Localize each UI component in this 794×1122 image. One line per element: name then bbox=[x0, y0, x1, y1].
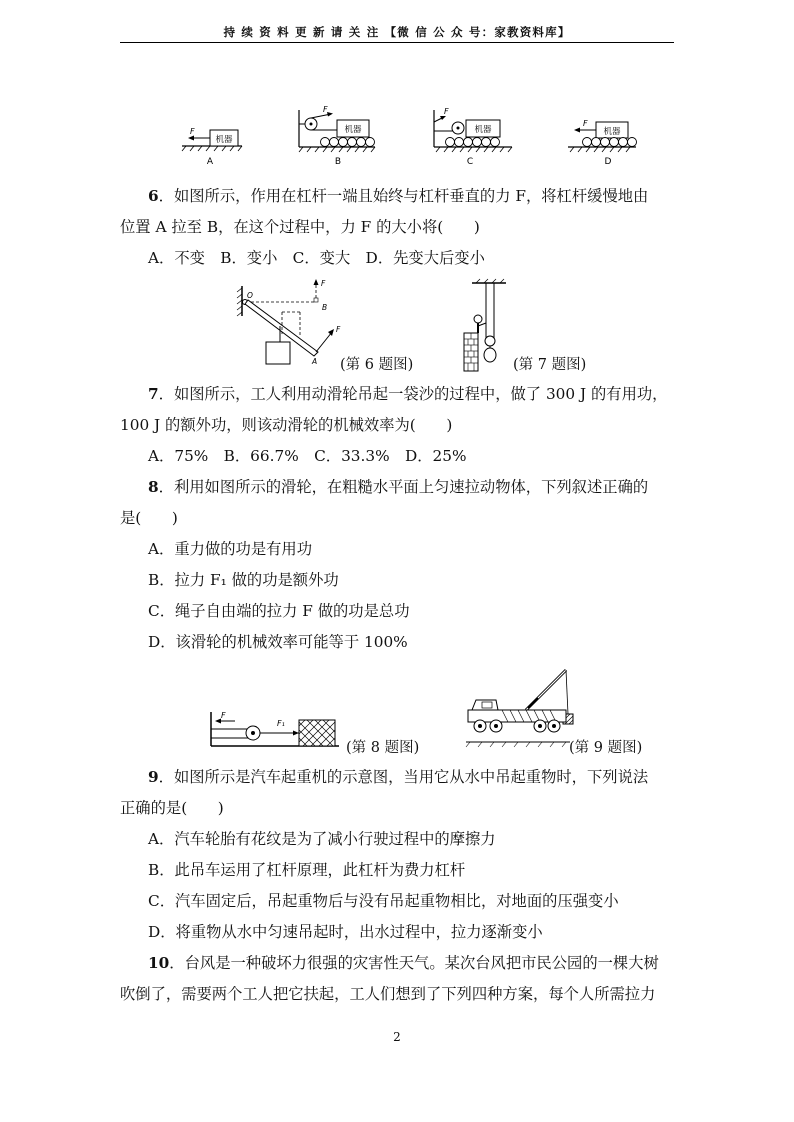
figure-q6-lever bbox=[236, 278, 346, 370]
label-f-side: F bbox=[336, 325, 341, 334]
q8-option-c: C．绳子自由端的拉力 F 做的功是总功 bbox=[148, 602, 410, 620]
q7-options: A．75% B．66.7% C．33.3% D．25% bbox=[148, 447, 467, 465]
machine-label: 机器 bbox=[474, 125, 492, 135]
q9-option-a: A．汽车轮胎有花纹是为了减小行驶过程中的摩擦力 bbox=[148, 830, 496, 848]
q9-option-c: C．汽车固定后，吊起重物后与没有吊起重物相比，对地面的压强变小 bbox=[148, 892, 619, 910]
q6-line-2: 位置 A 拉至 B，在这个过程中，力 F 的大小将( ) bbox=[120, 218, 480, 236]
q7-number: 7 bbox=[148, 385, 159, 403]
figure-q9-crane bbox=[462, 664, 572, 750]
q6-options: A．不变 B．变小 C．变大 D．先变大后变小 bbox=[148, 249, 485, 267]
q8-option-a: A．重力做的功是有用功 bbox=[148, 540, 313, 558]
label-o: O bbox=[247, 291, 253, 300]
force-label: F bbox=[583, 119, 588, 128]
q8-line-2: 是( ) bbox=[120, 509, 178, 527]
q6-text: ．如图所示，作用在杠杆一端且始终与杠杆垂直的力 F，将杠杆缓慢地由 bbox=[158, 187, 649, 205]
figure-option-c bbox=[430, 104, 516, 170]
figure-option-a bbox=[180, 118, 250, 170]
force-label: F bbox=[323, 105, 328, 114]
force-label: F bbox=[190, 127, 195, 136]
q10-text: ．台风是一种破坏力很强的灾害性天气。某次台风把市民公园的一棵大树 bbox=[169, 954, 659, 972]
machine-label: 机器 bbox=[215, 135, 233, 145]
force-label: F bbox=[444, 107, 449, 116]
q7-caption: (第 7 题图) bbox=[513, 357, 587, 373]
header-rule bbox=[120, 42, 674, 43]
q8-option-b: B．拉力 F₁ 做的功是额外功 bbox=[148, 571, 339, 589]
label-f1: F₁ bbox=[277, 719, 285, 728]
q6-number: 6 bbox=[148, 187, 159, 205]
q8-number: 8 bbox=[148, 478, 159, 496]
q7-line-2: 100 J 的额外功，则该动滑轮的机械效率为( ) bbox=[120, 416, 453, 434]
option-letter: A bbox=[206, 157, 214, 167]
machine-label: 机器 bbox=[344, 125, 362, 135]
figure-option-b bbox=[293, 104, 379, 170]
q7-text: ．如图所示，工人利用动滑轮吊起一袋沙的过程中，做了 300 J 的有用功， bbox=[158, 385, 668, 403]
q9-option-b: B．此吊车运用了杠杆原理，此杠杆为费力杠杆 bbox=[148, 861, 466, 879]
page-number: 2 bbox=[393, 1030, 401, 1044]
option-letter: C bbox=[466, 157, 474, 167]
machine-label: 机器 bbox=[603, 127, 621, 137]
q6-line-1 bbox=[148, 186, 648, 206]
q9-line-2: 正确的是( ) bbox=[120, 799, 224, 817]
label-f: F bbox=[221, 711, 226, 720]
q8-text: ．利用如图所示的滑轮，在粗糙水平面上匀速拉动物体，下列叙述正确的 bbox=[158, 478, 649, 496]
q6-caption: (第 6 题图) bbox=[340, 357, 414, 373]
option-letter: D bbox=[604, 157, 612, 167]
q9-caption: (第 9 题图) bbox=[569, 740, 643, 756]
figure-q7-pulley bbox=[462, 281, 508, 373]
q9-line-1 bbox=[148, 767, 648, 787]
label-b: B bbox=[322, 303, 328, 312]
figure-option-d bbox=[566, 112, 642, 170]
page-header: 持 续 资 料 更 新 请 关 注 【微 信 公 众 号：家教资料库】 bbox=[223, 25, 571, 39]
q10-line-1 bbox=[148, 953, 659, 973]
option-letter: B bbox=[334, 157, 342, 167]
q8-line-1 bbox=[148, 477, 648, 497]
q8-caption: (第 8 题图) bbox=[346, 740, 420, 756]
q7-line-1 bbox=[148, 384, 667, 404]
q9-option-d: D．将重物从水中匀速吊起时，出水过程中，拉力逐渐变小 bbox=[148, 923, 543, 941]
q9-text: ．如图所示是汽车起重机的示意图，当用它从水中吊起重物时，下列说法 bbox=[158, 768, 649, 786]
q8-option-d: D．该滑轮的机械效率可能等于 100% bbox=[148, 633, 408, 651]
q9-number: 9 bbox=[148, 768, 159, 786]
label-a: A bbox=[312, 357, 318, 366]
q10-line-2: 吹倒了，需要两个工人把它扶起，工人们想到了下列四种方案，每个人所需拉力 bbox=[120, 985, 656, 1003]
figure-q8-pulley bbox=[207, 708, 343, 752]
q10-number: 10 bbox=[148, 954, 170, 972]
label-f-top: F bbox=[321, 279, 326, 288]
